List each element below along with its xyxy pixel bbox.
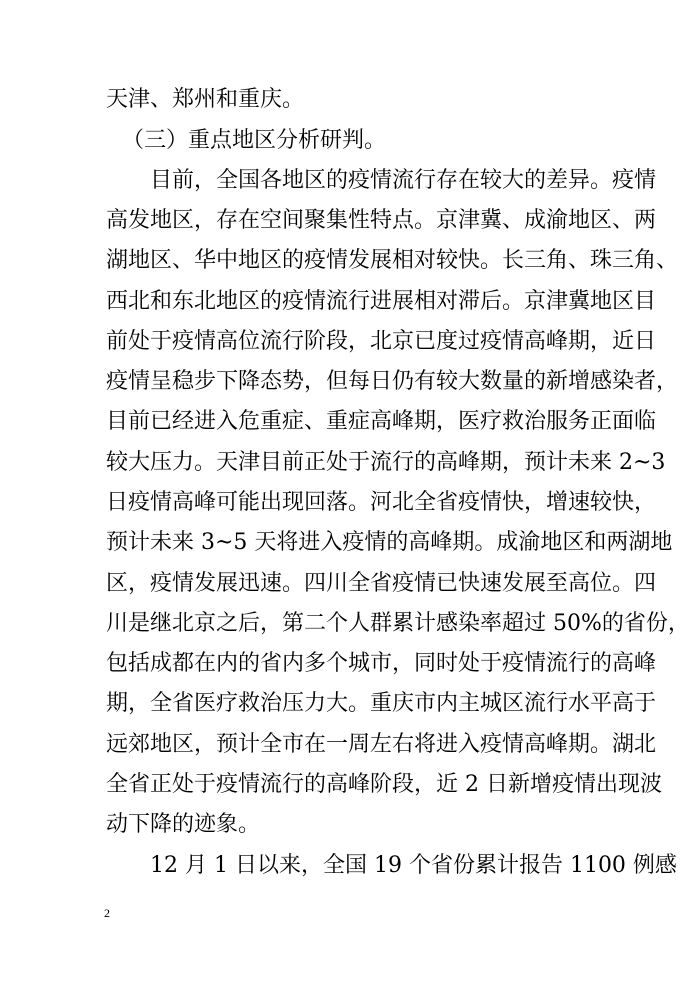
text-line: 期，全省医疗救治压力大。重庆市内主城区流行水平高于 xyxy=(106,691,657,716)
text-line: 天津、郑州和重庆。 xyxy=(106,87,305,112)
text-line: 12 月 1 日以来，全国 19 个省份累计报告 1100 例感 xyxy=(150,853,677,878)
text-line: 湖地区、华中地区的疫情发展相对较快。长三角、珠三角、 xyxy=(106,248,679,273)
text-line: 预计未来 3~5 天将进入疫情的高峰期。成渝地区和两湖地 xyxy=(106,530,673,555)
text-line: 高发地区，存在空间聚集性特点。京津冀、成渝地区、两 xyxy=(106,208,657,233)
text-line: 全省正处于疫情流行的高峰阶段，近 2 日新增疫情出现波 xyxy=(106,772,662,797)
page-number: 2 xyxy=(104,906,110,920)
text-line: 西北和东北地区的疫情流行进展相对滞后。京津冀地区目 xyxy=(106,289,657,314)
text-line: 川是继北京之后，第二个人群累计感染率超过 50%的省份， xyxy=(106,611,690,636)
text-line: 包括成都在内的省内多个城市，同时处于疫情流行的高峰 xyxy=(106,651,657,676)
text-line: 前处于疫情高位流行阶段，北京已度过疫情高峰期，近日 xyxy=(106,329,657,354)
text-line: 远郊地区，预计全市在一周左右将进入疫情高峰期。湖北 xyxy=(106,732,657,757)
text-line: 目前，全国各地区的疫情流行存在较大的差异。疫情 xyxy=(150,168,657,193)
text-line: 区，疫情发展迅速。四川全省疫情已快速发展至高位。四 xyxy=(106,571,657,596)
text-line: 疫情呈稳步下降态势，但每日仍有较大数量的新增感染者， xyxy=(106,369,679,394)
text-line: 目前已经进入危重症、重症高峰期，医疗救治服务正面临 xyxy=(106,409,657,434)
text-line: 动下降的迹象。 xyxy=(106,812,261,837)
text-line: 日疫情高峰可能出现回落。河北全省疫情快，增速较快， xyxy=(106,490,657,515)
section-heading: （三）重点地区分析研判。 xyxy=(122,128,387,153)
text-line: 较大压力。天津目前正处于流行的高峰期，预计未来 2~3 xyxy=(106,450,666,475)
